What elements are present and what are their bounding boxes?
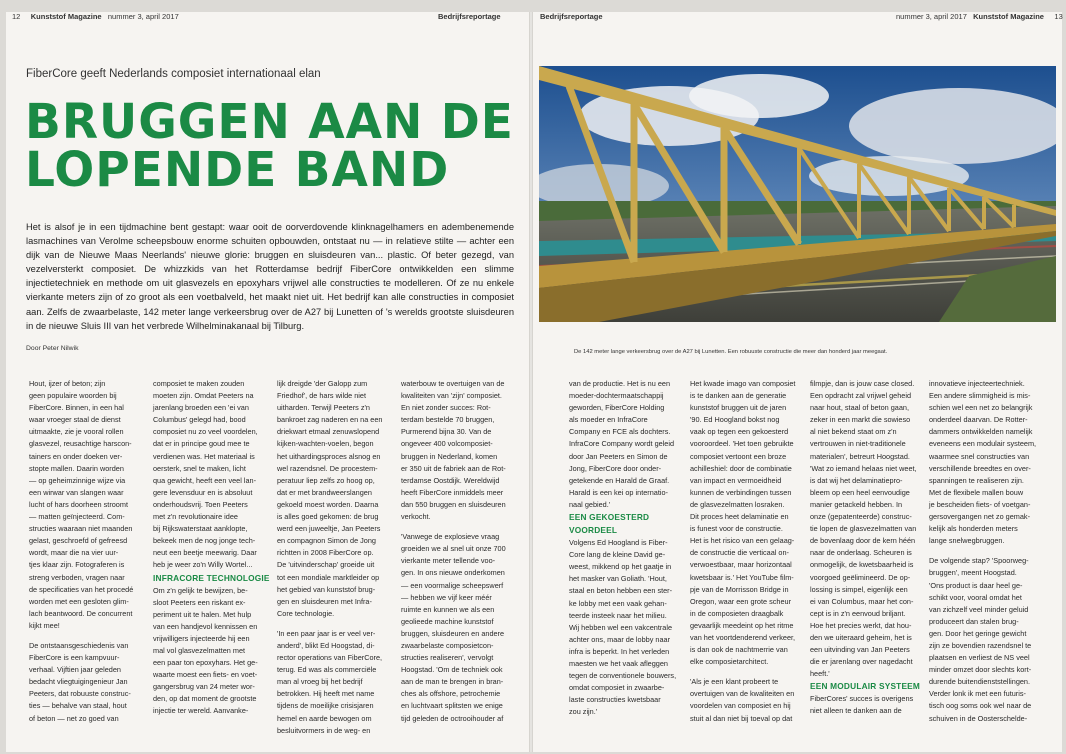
body-text-line: gekoeld moest worden. Daarna xyxy=(277,499,379,509)
cloud xyxy=(689,74,829,118)
body-text-line: onmogelijk, de kwetsbaarheid is xyxy=(810,560,914,570)
body-text-line: FiberCores' succes is overigens xyxy=(810,694,914,704)
body-text-line: worden met een gesloten glim- xyxy=(29,596,129,606)
body-text-line: gelast, geschroefd of gefreesd xyxy=(29,536,128,546)
body-text-line: vrijwilligers injecteerde hij een xyxy=(153,633,250,643)
body-text-line: de constructie die verticaal on- xyxy=(690,548,789,558)
body-text-line: vaak op tegen een gekoesterd xyxy=(690,427,789,437)
section-heading: INFRACORE TECHNOLOGIE xyxy=(153,572,270,583)
body-text-line: stuit al dan niet bij toeval op dat xyxy=(690,713,793,723)
body-text-line: Core technologie. xyxy=(277,608,335,618)
body-text-line: schuiven in de Oosterschelde- xyxy=(929,713,1028,723)
body-text-line: driekwart etmaal zenuwslopend xyxy=(277,427,380,437)
left-magazine-name: Kunststof Magazine xyxy=(30,12,102,21)
body-text-line: betrokken. Hij heeft met name xyxy=(277,689,375,699)
body-text-line: dan 550 bruggen en sluisdeuren xyxy=(401,499,506,509)
body-text-line: — hebben we vijf keer méér xyxy=(401,592,492,602)
body-text-line: Wij hebben wel een vakcentrale xyxy=(569,622,673,632)
body-text-line: vooroordeel. 'Het toen gebruikte xyxy=(690,439,794,449)
body-text-line: Company en FCE als dochters. xyxy=(569,427,671,437)
body-text-line: naar de onderlaag. Scheuren is xyxy=(810,548,912,558)
photo-caption: De 142 meter lange verkeersbrug over de A27 bij Lunetten. Een robuuste constructie die meer dan honderd jaar meegaat. xyxy=(574,349,888,355)
body-text-line: verschillende breedtes en over- xyxy=(929,463,1031,473)
body-text-line: gangersbrug van 24 meter wor- xyxy=(153,682,255,692)
body-text-line: ke lobby met een vaak gehan- xyxy=(569,598,667,608)
body-text-line: de bovenlaag door de kern héén xyxy=(810,536,916,546)
body-text-line: FiberCore. Binnen, in een hal xyxy=(29,403,124,413)
body-text-line: tisch oog soms ook wel naar de xyxy=(929,701,1032,711)
body-text-line: je bescheiden fiets- of voetgan- xyxy=(929,499,1031,509)
body-text-line: heeft FiberCore inmiddels meer xyxy=(401,487,504,497)
bridge-illustration xyxy=(539,66,1056,322)
body-text-line: omdat composiet in zwaarbe- xyxy=(569,683,665,693)
body-text-line: waarte moest een fiets- en voet- xyxy=(153,670,258,680)
body-text-line: lucht of hars doorheen stroomt xyxy=(29,499,128,509)
body-text-line: een wirwar van slangen waar xyxy=(29,487,124,497)
body-text-line: werd een juweeltje, Jan Peeters xyxy=(277,524,381,534)
body-text-line: bekeek men de nog jonge tech- xyxy=(153,536,256,546)
body-text-line: — matten geïnjecteerd. Com- xyxy=(29,512,125,522)
body-text-line: is dat wij het delaminatiepro- xyxy=(810,475,903,485)
body-text-line: jarenlang broeden een 'ei van xyxy=(153,403,249,413)
body-text-line: is funest voor de constructie. xyxy=(690,524,783,534)
body-text-line: bruggen, sluisdeuren en andere xyxy=(401,628,505,638)
page-gutter xyxy=(529,12,533,752)
body-text-line: kijken-wachten-voelen, begon xyxy=(277,439,374,449)
body-text-line: gen en sluisdeuren met Infra- xyxy=(277,596,372,606)
body-text-line: is te danken aan de generatie xyxy=(690,391,787,401)
body-text-line: tijd geleden de octrooihouder af xyxy=(401,713,504,723)
body-text-line: die er jarenlang over nagedacht xyxy=(810,657,913,667)
body-text-line: staal en beton hebben een ster- xyxy=(569,586,673,596)
body-text-line: met z'n revolutionaire idee xyxy=(153,512,238,522)
body-text-line: glasvezel, reusachtige harscon- xyxy=(29,439,132,449)
body-text-line: geworden, FiberCore Holding xyxy=(569,403,665,413)
left-page-header xyxy=(12,12,179,21)
body-text-line: Een andere slimmigheid is mis- xyxy=(929,391,1031,401)
body-text-line: de glasvezelmatten losraken. xyxy=(690,499,785,509)
body-text-line: dat er in principe goud mee te xyxy=(153,439,250,449)
body-text-line: uitmaakte, zie je vooral rollen xyxy=(29,427,124,437)
body-text-line: waarmee snel constructies van xyxy=(929,451,1030,461)
body-text-line: waterbouw te overtuigen van de xyxy=(401,379,505,388)
body-text-line: besluitvormers in de weg- en xyxy=(277,725,371,735)
body-text-line: cept is in z'n eenvoud briljant. xyxy=(810,608,906,618)
body-text-line: De ontstaansgeschiedenis van xyxy=(29,640,129,650)
body-text-line: zwaarbelaste composietcon- xyxy=(401,640,494,650)
body-text-line: produceert dan stalen brug- xyxy=(929,616,1019,626)
body-text-line: Met de flexibele mallen bouw xyxy=(929,487,1024,497)
body-text-line: 'Ons product is daar heel ge- xyxy=(929,580,1023,590)
section-heading: EEN MODULAIR SYSTEEM xyxy=(810,681,921,692)
body-text-line: het masker van Goliath. 'Hout, xyxy=(569,574,667,584)
body-text-line: al niet bekend staat om z'n xyxy=(810,427,897,437)
body-text-line: spanningen te realiseren zijn. xyxy=(929,475,1024,485)
body-text-line: en luchtvaart splitsten we enige xyxy=(401,701,503,711)
body-text-line: dat er met brandweerslangen xyxy=(277,487,372,497)
body-text-line: neut een beetje meewarig. Daar xyxy=(153,548,257,558)
body-text-line: gersovergangen net zo gemak- xyxy=(929,512,1031,522)
body-text-line: heb je weer zo'n Willy Wortel... xyxy=(153,560,253,570)
body-text-line: groeiden we al snel uit onze 700 xyxy=(401,544,506,554)
body-text-line: een paar ton epoxyhars. Het ge- xyxy=(153,658,258,668)
body-text-line: is alles goed gekomen: de brug xyxy=(277,512,379,522)
body-text-line: overtuigen van de kwaliteiten en xyxy=(690,689,795,699)
body-text-line: De 'uitvinderschap' groeide uit xyxy=(277,560,375,570)
body-text-line: Jong, FiberCore door onder- xyxy=(569,463,662,473)
right-section-label: Bedrijfsreportage xyxy=(540,12,603,21)
body-text-line: bruggen', meent Hoogstad. xyxy=(929,568,1017,578)
body-text-line: verwoestbaar, maar horizontaal xyxy=(690,560,792,570)
body-text-line: kijkt mee! xyxy=(29,620,60,630)
body-text-line: kwetsbaar is.' Het YouTube film- xyxy=(690,572,794,582)
body-text-line: rector operations van FiberCore, xyxy=(277,653,383,663)
body-text-line: het gebied van kunststof brug- xyxy=(277,584,376,594)
body-text-line: InfraCore Company wordt geleid xyxy=(569,439,675,449)
bridge-photo xyxy=(539,66,1056,322)
body-text-line: oersterk, snel te maken, licht xyxy=(153,463,246,473)
body-text-line: composiet te maken zouden xyxy=(153,379,245,388)
body-text-line: achilleshiel: door de combinatie xyxy=(690,463,792,473)
body-text-line: terdamse Oostdijk. Wereldwijd xyxy=(401,475,500,485)
body-text-line: tijdens de moeilijke crisisjaren xyxy=(277,701,374,711)
left-section-label: Bedrijfsreportage xyxy=(438,12,501,21)
body-text-line: tainers en onder doeken ver- xyxy=(29,451,123,461)
article-title xyxy=(25,94,514,198)
body-text-line: innovatieve injecteertechniek. xyxy=(929,379,1025,388)
body-text-line: gen. In ons nieuwe onderkomen xyxy=(401,568,505,578)
right-issue: nummer 3, april 2017 xyxy=(896,12,967,21)
body-text-line: filmpje, dan is jouw case closed. xyxy=(810,379,915,388)
body-text-line: niet alleen te danken aan de xyxy=(810,706,902,716)
body-text-line: van impact en vermoeidheid xyxy=(690,475,782,485)
body-text-line: den, op dat moment de grootste xyxy=(153,694,257,704)
body-text-line: qua gewicht, heeft een veel lan- xyxy=(153,475,257,485)
body-text-line: den we uiteraard geheim, het is xyxy=(810,632,912,642)
body-text-line: bedacht vliegtuigingenieur Jan xyxy=(29,677,128,687)
body-text-line: gere levensduur en is absoluut xyxy=(153,487,253,497)
body-text-line: van een handjevol kennissen en xyxy=(153,621,258,631)
body-text-line: laste constructies kwetsbaar xyxy=(569,695,661,705)
cloud xyxy=(809,156,969,196)
body-text-line: wel razendsnel. De procestem- xyxy=(277,463,378,473)
body-text-line: schikt voor, vooral omdat het xyxy=(929,592,1022,602)
body-text-line: FiberCore is een kampvuur- xyxy=(29,653,120,663)
body-text-line: minder omzet door slechts kort- xyxy=(929,665,1032,675)
body-text-line: Peeters, dat robuuste construc- xyxy=(29,689,131,699)
body-text-line: structies realiseren', vervolgt xyxy=(401,653,494,663)
body-text-line: en compagnon Simon de Jong xyxy=(277,536,376,546)
body-text-line: tie lopen de glasvezelmatten van xyxy=(810,524,917,534)
body-text-line: door Jan Peeters en Simon de xyxy=(569,451,668,461)
body-column-7 xyxy=(810,378,920,718)
body-text-line: composiet nu zo veel voordelen, xyxy=(153,427,258,437)
body-text-line: kunnen de verbindingen tussen xyxy=(690,487,792,497)
body-text-line: uitharden. Terwijl Peeters z'n xyxy=(277,403,370,413)
body-text-line: injectie ter wereld. Aanvanke- xyxy=(153,706,249,716)
body-text-line: sloot Peeters een riskant ex- xyxy=(153,597,246,607)
body-text-line: schien wel een net zo belangrijk xyxy=(929,403,1033,413)
body-text-line: 'Wat zo iemand helaas niet weet, xyxy=(810,463,917,473)
paragraph-gap xyxy=(929,547,1036,555)
left-issue: nummer 3, april 2017 xyxy=(107,12,179,21)
right-magazine-name: Kunststof Magazine xyxy=(973,12,1044,21)
body-text-line: vierkante meter tellende voo- xyxy=(401,556,496,566)
body-text-line: Hoogstad. 'Om de techniek ook xyxy=(401,665,503,675)
body-text-line: bruggen in Nederland, komen xyxy=(401,451,498,461)
body-text-line: terug. Ed was als commerciële xyxy=(277,665,377,675)
body-text-line: zijn ze bovendien razendsnel te xyxy=(929,640,1032,650)
body-text-line: — een voormalige scheepswerf xyxy=(401,580,504,590)
body-text-line: — op geheimzinnige wijze via xyxy=(29,475,126,485)
body-text-line: Om z'n gelijk te bewijzen, be- xyxy=(153,585,248,595)
body-text-line: tjes klaar zijn. Fotograferen is xyxy=(29,560,125,570)
body-text-line: moeten zijn. Omdat Peeters na xyxy=(153,391,254,401)
body-text-line: streng verboden, vragen naar xyxy=(29,572,125,582)
body-text-line: eveneens een modulair systeem, xyxy=(929,439,1037,449)
body-text-line: voorgoed geëlimineerd. De op- xyxy=(810,572,911,582)
body-text-line: ei van Columbus, maar het con- xyxy=(810,596,914,606)
body-text-line: Hout, ijzer of beton; zijn xyxy=(29,379,106,388)
body-text-line: teerde insteek naar het milieu. xyxy=(569,610,667,620)
body-text-line: durende buitendienststellingen. xyxy=(929,677,1031,687)
body-text-line: van de productie. Het is nu een xyxy=(569,379,671,388)
body-text-line: van zichzelf veel minder geluid xyxy=(929,604,1029,614)
body-text-line: kunststof bruggen uit de jaren xyxy=(690,403,787,413)
left-page-number: 12 xyxy=(12,12,21,21)
body-text-line: vertrouwen in niet-traditionele xyxy=(810,439,906,449)
body-text-line: Volgens Ed Hoogland is Fiber- xyxy=(569,538,668,548)
body-text-line: Het kwade imago van composiet xyxy=(690,379,796,388)
article-kicker: FiberCore geeft Nederlands composiet internationaal elan xyxy=(26,68,321,80)
paragraph-gap xyxy=(690,668,795,676)
body-text-line: heeft.' xyxy=(810,669,830,679)
body-text-line: onze (gepatenteerde) construc- xyxy=(810,512,912,522)
body-text-line: bankroet zag naderen en na een xyxy=(277,415,383,425)
body-text-line: lijk dreigde 'der Galopp zum xyxy=(277,379,368,388)
body-text-line: waar vroeger staal de dienst xyxy=(29,415,121,425)
body-text-line: ches als offshore, petrochemie xyxy=(401,689,501,699)
right-page-header xyxy=(896,12,1063,21)
body-text-line: weest, mikkend op het gaatje in xyxy=(569,562,672,572)
body-text-line: geen populaire woorden bij xyxy=(29,391,117,401)
body-text-line: tegen de conventionele bouwers, xyxy=(569,671,677,681)
body-text-line: gen. Door het geringe gewicht xyxy=(929,628,1027,638)
body-text-line: composiet vertoont een broze xyxy=(690,451,787,461)
body-text-line: naal gebied.' xyxy=(569,499,611,509)
body-text-line: stopte mallen. Daarin worden xyxy=(29,463,124,473)
body-text-line: een uitvinding van Jan Peeters xyxy=(810,645,910,655)
body-text-line: zeker in een markt die sowieso xyxy=(810,415,911,425)
body-text-line: richtten in 2008 FiberCore op. xyxy=(277,548,374,558)
body-text-line: kwaliteiten van 'zijn' composiet. xyxy=(401,391,502,401)
body-text-line: Verder lonk ik met een futuris- xyxy=(929,689,1026,699)
body-text-line: bij Rijkswaterstaat aanklopte, xyxy=(153,524,248,534)
body-text-line: er 350 uit de fabriek aan de Rot- xyxy=(401,463,506,473)
body-column-2 xyxy=(153,378,270,718)
body-text-line: naar hout, staal of beton gaan, xyxy=(810,403,909,413)
body-text-line: dammers ontwikkelden namelijk xyxy=(929,427,1033,437)
body-text-line: infra is beperkt. In het verleden xyxy=(569,646,670,656)
body-text-line: '90. Ed Hoogland bokst nog xyxy=(690,415,780,425)
body-text-line: Dit proces heet delaminatie en xyxy=(690,512,789,522)
body-text-line: Harald is een kei op internatio- xyxy=(569,487,668,497)
body-text-line: bleem op een heel eenvoudige xyxy=(810,487,910,497)
body-column-3 xyxy=(277,378,382,737)
body-text-line: ties — behalve van staal, hout xyxy=(29,701,127,711)
body-text-line: structies waaraan niet maanden xyxy=(29,524,133,534)
body-text-line: verkocht. xyxy=(401,512,431,522)
body-text-line: zou zijn.' xyxy=(569,707,598,717)
body-text-line: elke composietarchitect. xyxy=(690,657,769,667)
body-column-8 xyxy=(929,378,1036,725)
body-text-line: maesten we het vaak afleggen xyxy=(569,658,668,668)
body-text-line: 'Vanwege de explosieve vraag xyxy=(401,532,500,542)
body-text-line: Oregon, waar een grote scheur xyxy=(690,596,791,606)
body-text-line: tot een mondiale marktleider op xyxy=(277,572,380,582)
body-text-line: ruimte en kunnen we als een xyxy=(401,604,495,614)
body-column-4 xyxy=(401,378,506,725)
body-text-line: de specificaties van het procedé xyxy=(29,584,134,594)
body-text-line: het uithardingsproces alsnog en xyxy=(277,451,381,461)
body-text-line: wordt, maar die na vier uur- xyxy=(29,548,119,558)
body-text-line: terdam bestelde 70 bruggen, xyxy=(401,415,495,425)
body-text-line: onderdeel daarvan. De Rotter- xyxy=(929,415,1028,425)
body-text-line: man al vroeg bij het bedrijf xyxy=(277,677,363,687)
body-column-5 xyxy=(569,378,676,718)
body-text-line: onderhoudsvrij. Toen Peeters xyxy=(153,499,248,509)
body-text-line: achter ons, maar de lobby naar xyxy=(569,634,670,644)
body-text-line: is dan ook de nachtmerrie van xyxy=(690,645,788,655)
body-text-line: lach beantwoord. De concurrent xyxy=(29,608,133,618)
section-heading: VOORDEEL xyxy=(569,525,618,536)
body-text-line: Het is het risico van een gelaag- xyxy=(690,536,795,546)
body-text-line: Purmerend bijna 30. Van de xyxy=(401,427,492,437)
body-text-line: Hoe het precies werkt, dat hou- xyxy=(810,620,912,630)
body-text-line: moeder-dochtermaatschappij xyxy=(569,391,664,401)
body-text-line: aan de man te brengen in bran- xyxy=(401,677,504,687)
right-page-number: 13 xyxy=(1054,12,1063,21)
body-text-line: En niet zonder succes: Rot- xyxy=(401,403,491,413)
body-text-line: in de composieten draagbalk xyxy=(690,608,784,618)
paragraph-gap xyxy=(277,620,382,628)
body-text-line: of beton — net zo goed van xyxy=(29,713,119,723)
byline: Door Peter Nilwik xyxy=(26,345,79,352)
body-text-line: hemel en aarde bewogen om xyxy=(277,713,372,723)
paragraph-gap xyxy=(401,523,506,531)
body-text-line: verhaal. Vijftien jaar geleden xyxy=(29,665,121,675)
body-text-line: van het voortdenderend verkeer, xyxy=(690,632,796,642)
body-text-line: Columbus' gelegd had, bood xyxy=(153,415,246,425)
body-text-line: geolieede machine kunststof xyxy=(401,616,494,626)
body-text-line: manier getackeld hebben. In xyxy=(810,499,903,509)
body-text-line: verdienen was. Het materiaal is xyxy=(153,451,255,461)
body-text-line: pje van de Morrisson Bridge in xyxy=(690,584,789,594)
body-text-line: kelijk als honderden meters xyxy=(929,524,1018,534)
body-text-line: periment uit te halen. Met hulp xyxy=(153,609,252,619)
body-text-line: De volgende stap? 'Spoorweg- xyxy=(929,556,1029,566)
paragraph-gap xyxy=(29,632,133,640)
body-text-line: 'In een paar jaar is er veel ver- xyxy=(277,628,376,638)
body-text-line: mal vol glasvezelmatten met xyxy=(153,645,246,655)
body-text-line: lange snelwegbruggen. xyxy=(929,536,1005,546)
title-line-1: BRUGGEN AAN DE xyxy=(25,94,514,150)
body-text-line: materialen', betreurt Hoogstad. xyxy=(810,451,910,461)
section-heading: EEN GEKOESTERD xyxy=(569,512,650,523)
body-text-line: plaatsen en verliest de NS veel xyxy=(929,653,1030,663)
body-text-line: voordelen van composiet en hij xyxy=(690,701,791,711)
title-line-2: LOPENDE BAND xyxy=(25,142,450,198)
body-text-line: gevaarlijk meedeint op het ritme xyxy=(690,620,794,630)
body-text-line: anderd', blikt Ed Hoogstad, di- xyxy=(277,640,375,650)
body-text-line: als moeder en InfraCore xyxy=(569,415,648,425)
body-text-line: getekende en Harald de Graaf. xyxy=(569,475,670,485)
body-text-line: 'Als je een klant probeert te xyxy=(690,677,779,687)
body-column-1 xyxy=(29,378,133,725)
body-text-line: peratuur liep zelfs zo hoog op, xyxy=(277,475,375,485)
body-text-line: Friedhof', de hars wilde niet xyxy=(277,391,367,401)
body-column-6 xyxy=(690,378,795,725)
body-text-line: ongeveer 400 volcomposiet- xyxy=(401,439,493,449)
body-text-line: Een opdracht zal vrijwel geheid xyxy=(810,391,911,401)
article-intro: Het is alsof je in een tijdmachine bent gestapt: waar ooit de oorverdovende klinknagelhamers en adembenemende lasmachines van Verolme scheepsbouw enorme schuiten opbouwden, ontstaat nu — in relatieve stilte — achter een dijk van de Nieuwe Maas Neerlands' nieuwe glorie: bruggen en sluisdeuren van... plastic. Of beter gezegd, van vezelversterkt composiet. De whizzkids van het Rotterdamse bedrijf FiberCore ontwikkelden een slimme injectietechniek en methode om uit glasvezels en epoxyhars vrijwel alle constructies te modelleren. Of ze nu enkele vierkante meters zijn of zo groot als een voetbalveld, het maakt niet uit. Het bedrijf kan alle constructies in composiet aan. Zelfs de zwaarbelaste, 142 meter lange verkeersbrug over de A27 bij Lunetten of 's werelds grootste sluisdeuren in de nieuwe Sluis III van het verbrede Wilhelminakanaal bij Tilburg. xyxy=(26,222,514,331)
body-text-line: lossing is simpel, eigenlijk een xyxy=(810,584,908,594)
body-text-line: Core lang de kleine David ge- xyxy=(569,550,666,560)
